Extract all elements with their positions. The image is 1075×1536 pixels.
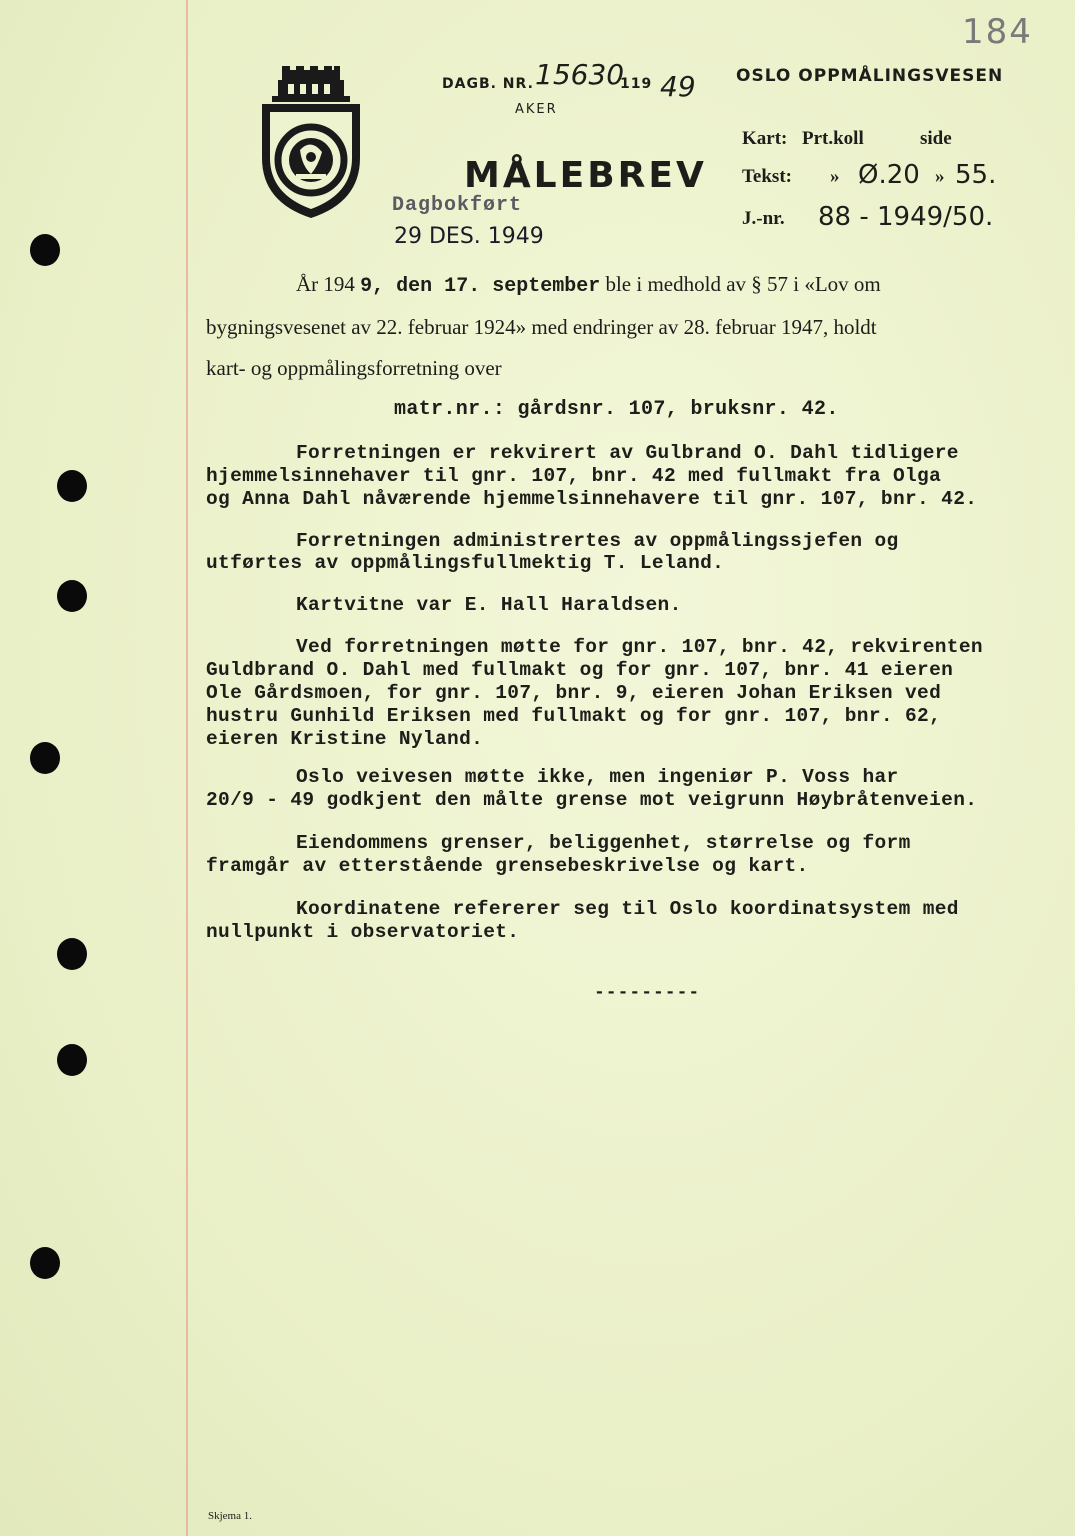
tekst-mark: » <box>935 166 945 187</box>
intro-line-1-rest: ble i medhold av § 57 i «Lov om <box>605 272 881 296</box>
office-name: OSLO OPPMÅLINGSVESEN <box>736 66 1004 86</box>
dagb-label: DAGB. NR. <box>442 76 534 92</box>
para-7-line-1: Koordinatene refererer seg til Oslo koordinatsystem med <box>296 898 959 920</box>
document-title: MÅLEBREV <box>464 155 707 196</box>
tekst-value: 55. <box>955 160 997 190</box>
tekst-label: Tekst: <box>742 166 792 187</box>
para-6-line-2: framgår av etterstående grensebeskrivelse og kart. <box>206 855 809 877</box>
punch-hole <box>30 1247 60 1279</box>
dagb-handwritten-number: 15630 <box>535 58 625 91</box>
oslo-coat-of-arms-icon <box>252 66 370 222</box>
para-1-line-2: hjemmelsinnehaver til gnr. 107, bnr. 42 med fullmakt fra Olga <box>206 465 942 487</box>
para-7-line-2: nullpunkt i observatoriet. <box>206 921 520 943</box>
tekst-value: Ø.20 <box>858 160 920 190</box>
stamp-date: 29 DES. 1949 <box>394 224 544 249</box>
dagb-number: 119 <box>620 76 653 92</box>
para-5-line-2: 20/9 - 49 godkjent den målte grense mot veigrunn Høybråtenveien. <box>206 789 978 811</box>
matr-line: matr.nr.: gårdsnr. 107, bruksnr. 42. <box>394 398 839 421</box>
punch-hole <box>57 470 87 502</box>
tekst-mark: » <box>830 166 840 187</box>
side-label: side <box>920 128 952 149</box>
para-6-line-1: Eiendommens grenser, beliggenhet, størrelse og form <box>296 832 911 854</box>
punch-hole <box>30 234 60 266</box>
margin-rule <box>186 0 188 1536</box>
para-4-line-1: Ved forretningen møtte for gnr. 107, bnr. 42, rekvirenten <box>296 636 983 658</box>
jnr-value: 88 - 1949/50. <box>818 202 994 232</box>
punch-hole <box>30 742 60 774</box>
para-4-line-2: Guldbrand O. Dahl med fullmakt og for gnr. 107, bnr. 41 eieren <box>206 659 954 681</box>
aker-label: AKER <box>515 102 558 117</box>
para-4-line-4: hustru Gunhild Eriksen med fullmakt og for gnr. 107, bnr. 62, <box>206 705 942 727</box>
intro-line-3: kart- og oppmålingsforretning over <box>206 356 502 380</box>
form-number: Skjema 1. <box>208 1510 252 1522</box>
prtkoll-label: Prt.koll <box>802 128 864 149</box>
jnr-label: J.-nr. <box>742 208 785 229</box>
typed-divider: --------- <box>594 983 701 1003</box>
intro-year-prefix: År 194 <box>296 272 355 296</box>
para-5-line-1: Oslo veivesen møtte ikke, men ingeniør P. Voss har <box>296 766 899 788</box>
punch-hole <box>57 580 87 612</box>
para-1-line-1: Forretningen er rekvirert av Gulbrand O. Dahl tidligere <box>296 442 959 464</box>
para-4-line-3: Ole Gårdsmoen, for gnr. 107, bnr. 9, eieren Johan Eriksen ved <box>206 682 942 704</box>
para-2-line-2: utførtes av oppmålingsfullmektig T. Leland. <box>206 552 725 574</box>
stamp-label: Dagbokført <box>392 194 523 217</box>
kart-label: Kart: <box>742 128 788 149</box>
para-3-line-1: Kartvitne var E. Hall Haraldsen. <box>296 594 682 616</box>
page-number: 184 <box>962 12 1033 52</box>
intro-typed-date: 9, den 17. september <box>360 275 601 298</box>
para-1-line-3: og Anna Dahl nåværende hjemmelsinnehavere til gnr. 107, bnr. 42. <box>206 488 978 510</box>
punch-hole <box>57 938 87 970</box>
para-4-line-5: eieren Kristine Nyland. <box>206 728 484 750</box>
punch-hole <box>57 1044 87 1076</box>
intro-line-1 <box>296 272 881 298</box>
para-2-line-1: Forretningen administrertes av oppmålingssjefen og <box>296 530 899 552</box>
intro-line-2: bygningsvesenet av 22. februar 1924» med endringer av 28. februar 1947, holdt <box>206 315 877 339</box>
dagb-year: 49 <box>660 70 696 103</box>
